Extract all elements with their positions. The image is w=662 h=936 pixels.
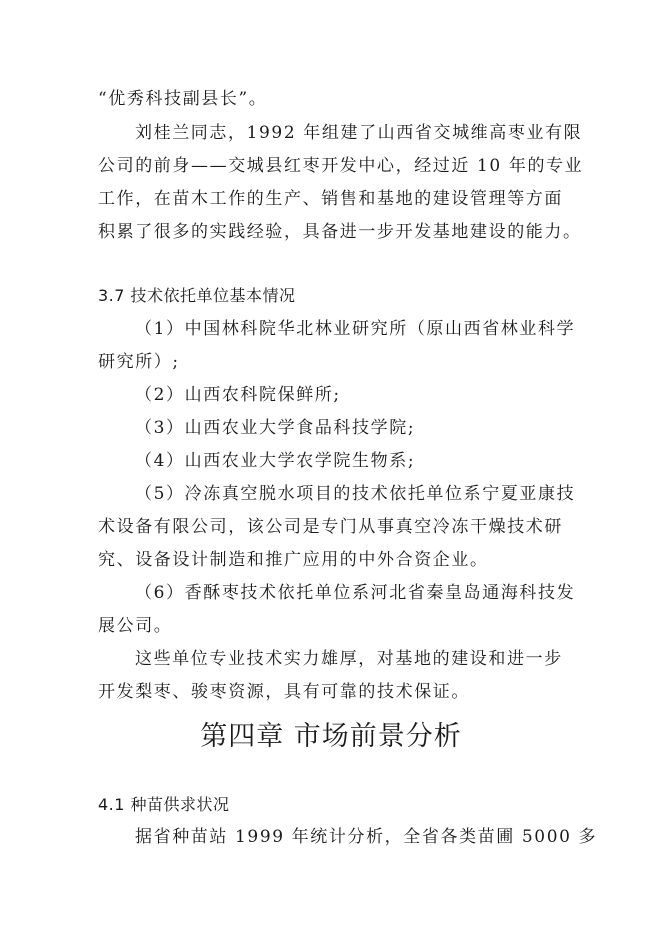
list-item: 究、设备设计制造和推广应用的中外合资企业。 xyxy=(98,550,489,570)
section-heading: 4.1 种苗供求状况 xyxy=(98,795,230,814)
list-item: （1）中国林科院华北林业研究所（原山西省林业科学 xyxy=(135,319,576,339)
paragraph-line: 据省种苗站 1999 年统计分析，全省各类苗圃 5000 多 xyxy=(135,827,598,847)
paragraph-line: 这些单位专业技术实力雄厚，对基地的建设和进一步 xyxy=(135,649,563,669)
list-item: （2）山西农科院保鲜所; xyxy=(135,385,341,405)
list-item: （4）山西农业大学农学院生物系; xyxy=(135,451,416,471)
chapter-title: 第四章 市场前景分析 xyxy=(200,721,462,752)
paragraph-line: “优秀科技副县长”。 xyxy=(98,89,268,109)
list-item: （6）香酥枣技术依托单位系河北省秦皇岛通海科技发 xyxy=(135,583,576,603)
list-item: （5）冷冻真空脱水项目的技术依托单位系宁夏亚康技 xyxy=(135,484,576,504)
paragraph-line: 公司的前身——交城县红枣开发中心，经过近 10 年的专业 xyxy=(98,156,584,176)
paragraph-line: 开发梨枣、骏枣资源，具有可靠的技术保证。 xyxy=(98,682,470,702)
list-item: （3）山西农业大学食品科技学院; xyxy=(135,418,416,438)
paragraph-line: 刘桂兰同志，1992 年组建了山西省交城维高枣业有限 xyxy=(135,123,583,143)
paragraph-line: 工作，在苗木工作的生产、销售和基地的建设管理等方面 xyxy=(98,189,563,209)
list-item: 研究所）; xyxy=(98,352,180,372)
list-item: 展公司。 xyxy=(98,616,173,636)
paragraph-line: 积累了很多的实践经验，具备进一步开发基地建设的能力。 xyxy=(98,222,582,242)
section-heading: 3.7 技术依托单位基本情况 xyxy=(98,286,296,305)
list-item: 术设备有限公司，该公司是专门从事真空冷冻干燥技术研 xyxy=(98,517,563,537)
